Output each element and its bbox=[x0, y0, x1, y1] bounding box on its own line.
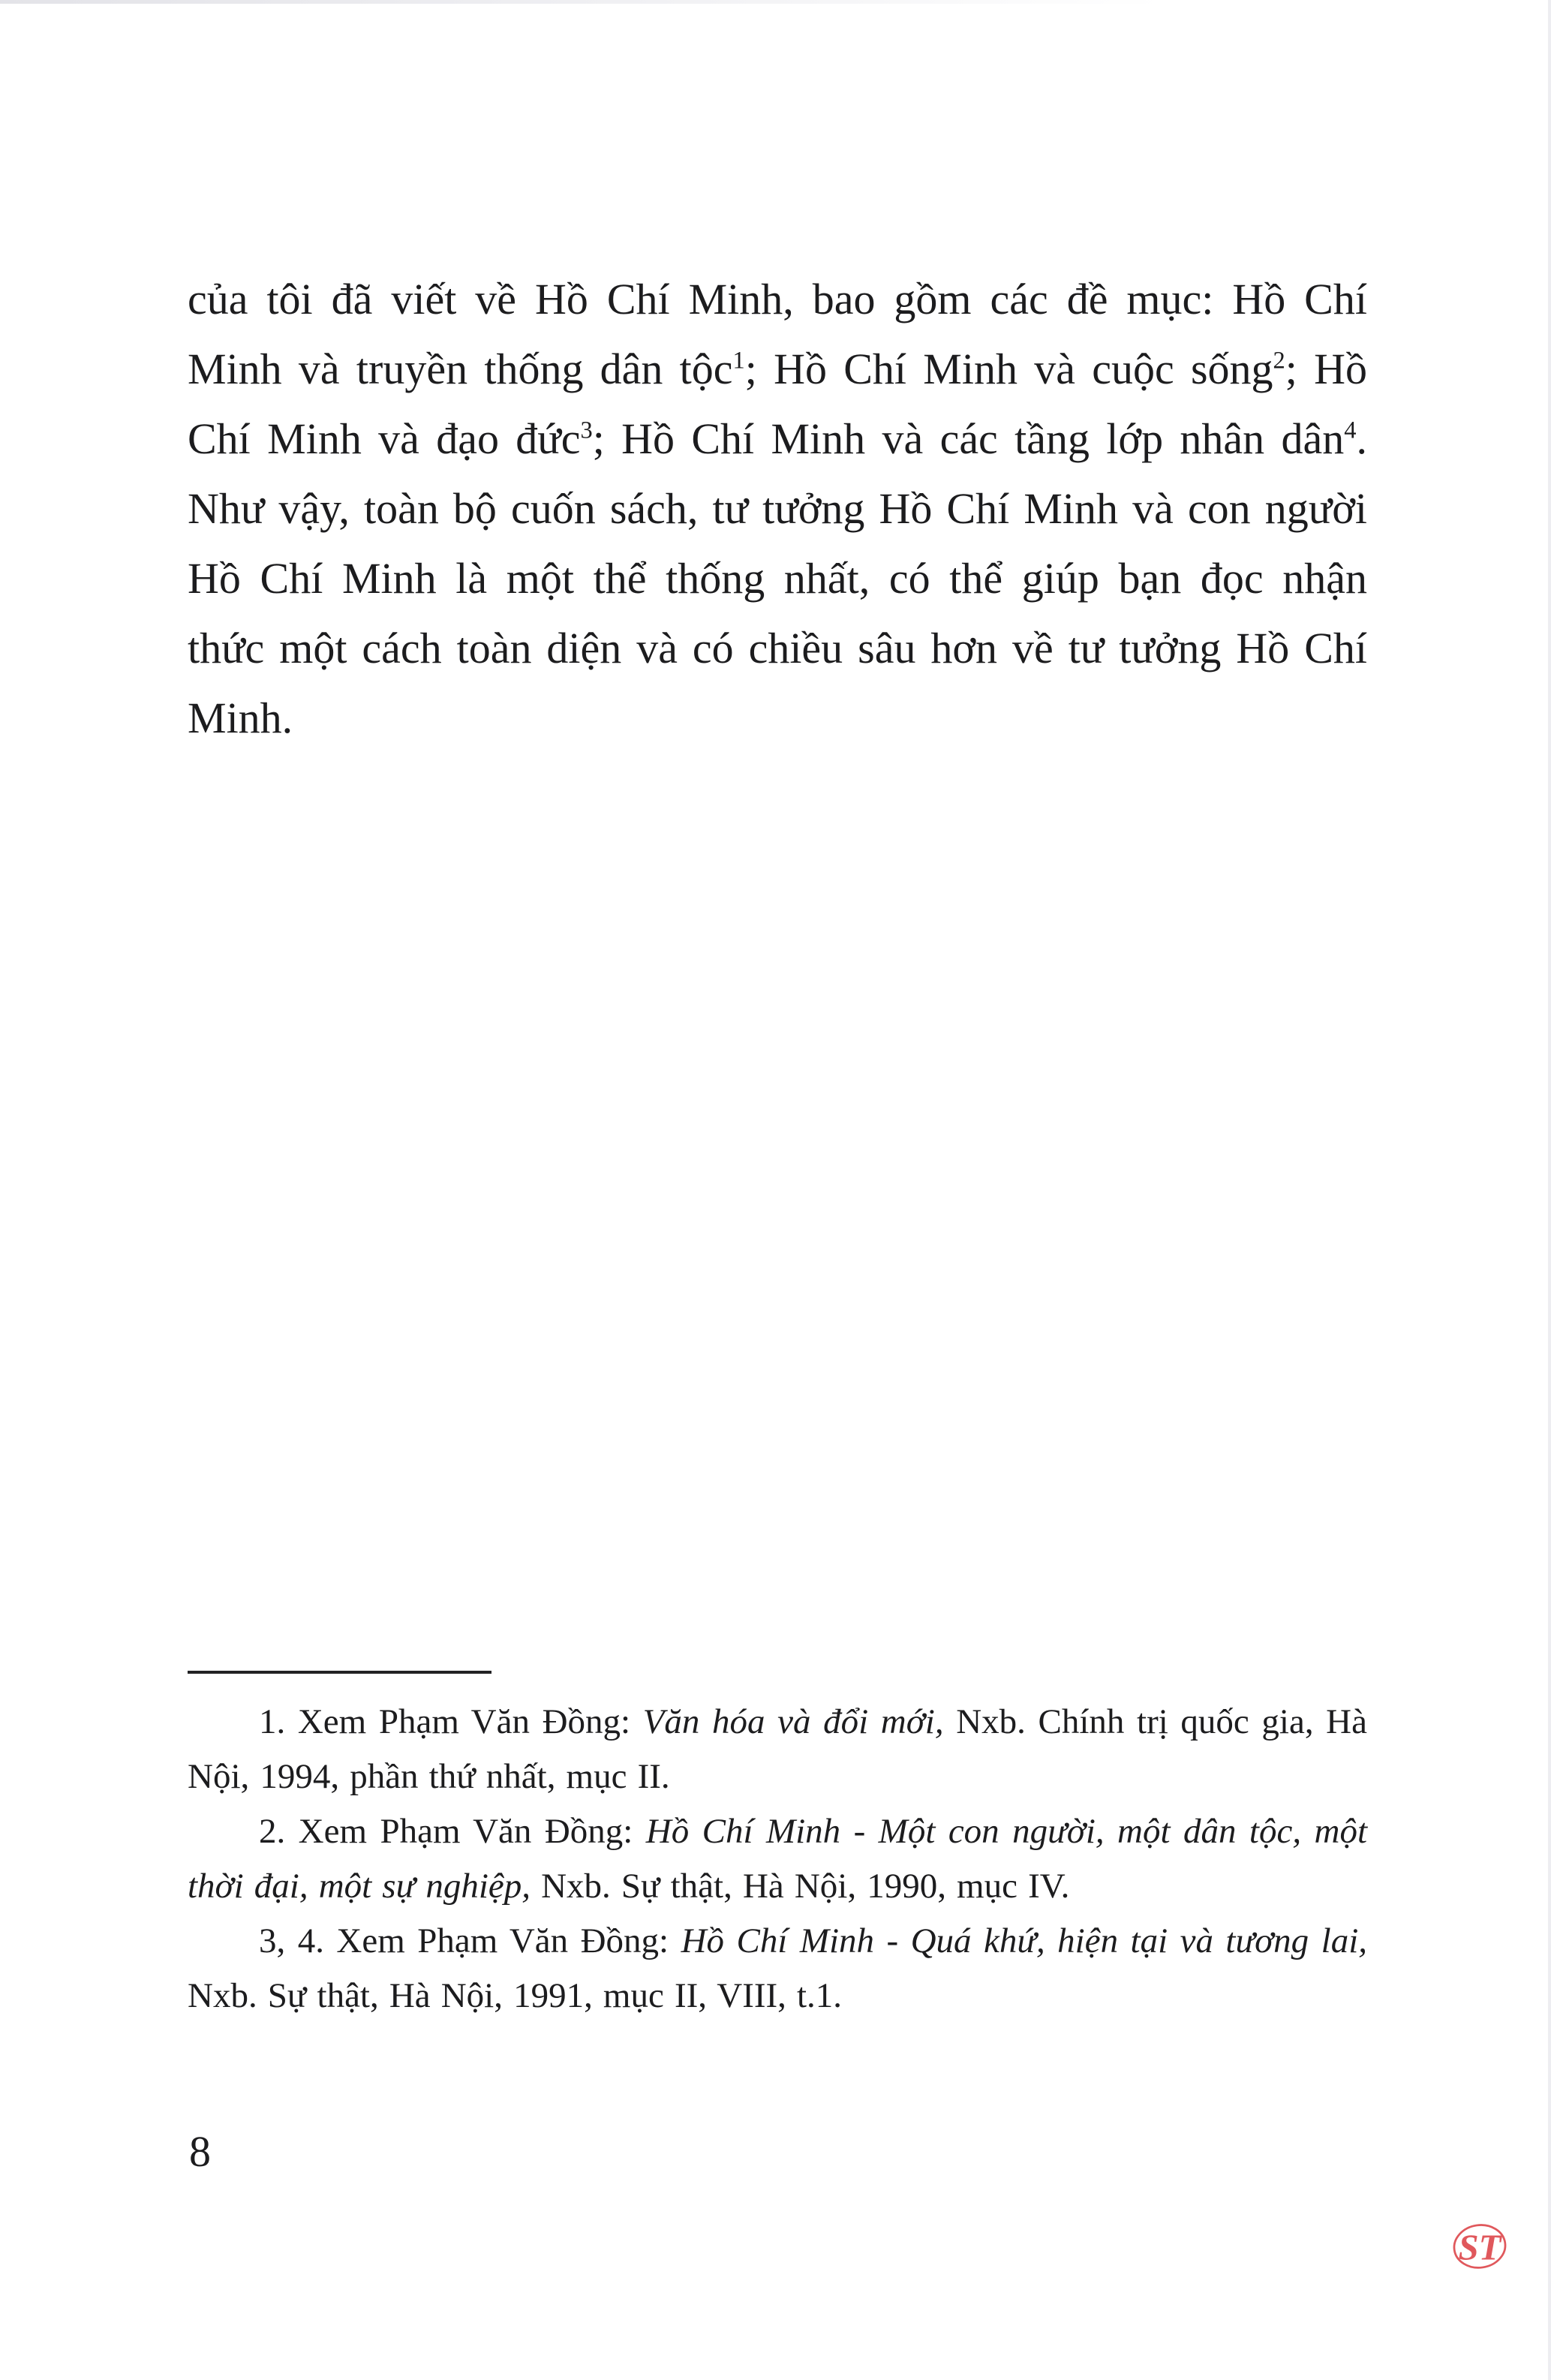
footnote-ref-3: 3 bbox=[580, 417, 593, 444]
footnote-ref-1: 1 bbox=[732, 347, 745, 375]
text-segment: 3, 4. Xem Phạm Văn Đồng: bbox=[259, 1921, 681, 1960]
text-segment: . Như vậy, toàn bộ cuốn sách, tư tưởng Hồ Chí Minh và con người Hồ Chí Minh là một thể thống nhất, có thể giúp bạn đọc nhận thức một cách toàn diện và có chiều sâu hơn về tư tưởng Hồ Chí Minh. bbox=[188, 414, 1367, 742]
page-number: 8 bbox=[189, 2127, 211, 2176]
footnote-2 bbox=[188, 1804, 1367, 1914]
text-segment: ; Hồ Chí Minh và cuộc sống bbox=[744, 345, 1273, 393]
publisher-logo-st-icon bbox=[1450, 2216, 1509, 2274]
footnote-3-4 bbox=[188, 1914, 1367, 2023]
scan-edge-top bbox=[0, 0, 1551, 4]
book-title-italic: Hồ Chí Minh - Một con người, một dân tộc, một thời đại, một sự nghiệp, bbox=[188, 1812, 1368, 1906]
main-paragraph bbox=[188, 264, 1367, 753]
text-segment: ; Hồ Chí Minh và các tầng lớp nhân dân bbox=[592, 414, 1345, 463]
book-title-italic: Hồ Chí Minh - Quá khứ, hiện tại và tương lai, bbox=[681, 1921, 1367, 1960]
book-title-italic: Văn hóa và đổi mới, bbox=[642, 1702, 944, 1741]
text-segment: Nxb. Sự thật, Hà Nội, 1990, mục IV. bbox=[531, 1867, 1070, 1906]
scan-edge-right bbox=[1548, 0, 1551, 2380]
text-segment: 1. Xem Phạm Văn Đồng: bbox=[259, 1702, 643, 1741]
footnote-1 bbox=[188, 1695, 1367, 1804]
publisher-logo-text: ST bbox=[1458, 2227, 1501, 2268]
footnote-ref-4: 4 bbox=[1344, 417, 1357, 444]
footnote-ref-2: 2 bbox=[1273, 347, 1285, 375]
text-segment: Nxb. Sự thật, Hà Nội, 1991, mục II, VIII, t.1. bbox=[188, 1976, 843, 2015]
text-segment: 2. Xem Phạm Văn Đồng: bbox=[259, 1812, 646, 1851]
footnotes-section bbox=[188, 1695, 1367, 2023]
footnote-separator bbox=[188, 1671, 491, 1674]
text-segment: của tôi đã viết về Hồ Chí Minh, bao gồm các đề mục: Hồ Chí Minh và truyền thống dân tộc bbox=[188, 275, 1367, 393]
text-segment: Nxb. Chính trị quốc gia, Hà Nội, 1994, phần thứ nhất, mục II. bbox=[188, 1702, 1367, 1796]
text-segment: ; Hồ Chí Minh và đạo đức bbox=[188, 345, 1367, 463]
